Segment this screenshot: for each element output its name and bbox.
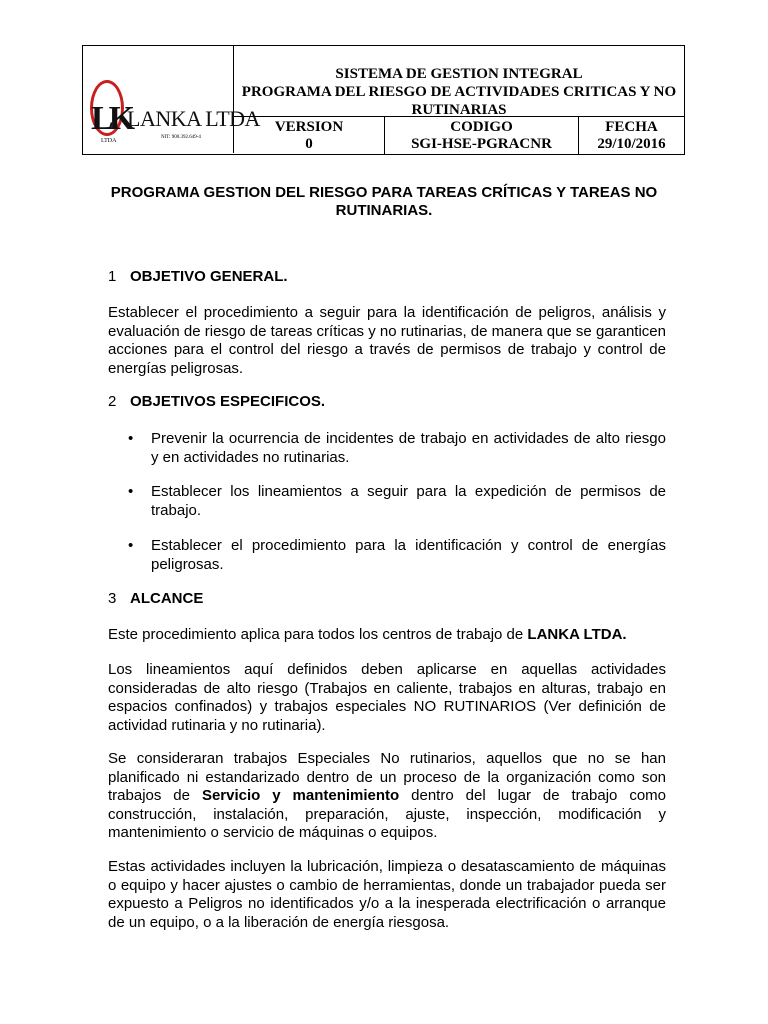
list-item-text: Establecer los lineamientos a seguir para la expedición de permisos de trabajo. [151,483,666,519]
program-title: PROGRAMA DEL RIESGO DE ACTIVIDADES CRITICAS Y NO RUTINARIAS [241,84,677,118]
document-title: PROGRAMA GESTION DEL RIESGO PARA TAREAS CRÍTICAS Y TAREAS NO RUTINARIAS. [110,184,658,219]
codigo-label: CODIGO [450,119,513,135]
list-item [128,537,666,574]
section-number: 2 [108,393,117,410]
section-1-heading [108,268,288,286]
alcance-paragraph-4: Estas actividades incluyen la lubricación, limpieza o desatascamiento de máquinas o equipo y hacer ajustes o cambio de herramientas, donde un trabajador pueda ser expuesto a Peligros no identificados y/o a la inesperada electrificación o arranque de un equipo, o a la liberación de energía riesgosa. [108,858,666,931]
bullet-icon: • [128,430,134,447]
section-title: ALCANCE [130,590,204,607]
fecha-label: FECHA [605,119,658,135]
alcance-p3-pre: Se consideraran trabajos Especiales No rutinarios, aquellos que no se han planificado ni estandarizado dentro de un proceso de la organización como son trabajos de [108,750,666,804]
version-cell [234,117,385,154]
company-name-bold: LANKA LTDA. [527,626,627,643]
alcance-p3-post: dentro del lugar de trabajo como construcción, instalación, preparación, ajuste, inspección, modificación y mantenimiento o servicio de máquinas o equipos. [108,787,666,841]
section-3-heading [108,590,203,608]
list-item-text: Establecer el procedimiento para la identificación y control de energías peligrosas. [151,537,666,573]
fecha-value: 29/10/2016 [597,136,666,152]
section-title: OBJETIVO GENERAL. [130,268,288,285]
alcance-p3-bold: Servicio y mantenimiento [201,787,400,804]
logo-nit: NIT: 900.392.649-4 [161,135,201,140]
company-logo [83,46,260,153]
header-title [234,46,684,117]
alcance-paragraph-3 [108,750,666,843]
list-item [128,483,666,520]
system-title: SISTEMA DE GESTION INTEGRAL [335,66,583,82]
section-title: OBJETIVOS ESPECIFICOS. [130,393,326,410]
version-value: 0 [305,136,313,152]
document-header-table [82,45,685,155]
logo-sub: LTDA [101,138,117,144]
list-item-text: Prevenir la ocurrencia de incidentes de trabajo en actividades de alto riesgo y en actividades no rutinarias. [151,430,666,466]
codigo-value: SGI-HSE-PGRACNR [411,136,552,152]
section-1-text: Establecer el procedimiento a seguir para la identificación de peligros, análisis y evaluación de riesgo de tareas críticas y no rutinarias, de manera que se garanticen acciones para el control del riesgo a través de permisos de trabajo y control de energías peligrosas. [108,304,666,377]
alcance-p1-text: Este procedimiento aplica para todos los centros de trabajo de [108,626,528,643]
codigo-cell [385,117,579,154]
bullet-icon: • [128,537,134,554]
section-number: 1 [108,268,117,285]
bullet-icon: • [128,483,134,500]
alcance-paragraph-2: Los lineamientos aquí definidos deben aplicarse en aquellas actividades consideradas de alto riesgo (Trabajos en caliente, trabajos en alturas, trabajo en espacios confinados) y trabajos especiales NO RUTINARIOS (Ver definición de actividad rutinaria y no rutinaria). [108,661,666,734]
version-label: VERSION [274,119,344,135]
fecha-cell [579,117,684,154]
section-2-heading [108,393,325,411]
section-number: 3 [108,590,117,607]
header-meta-row [234,117,684,154]
logo-letters: LK [91,100,131,137]
logo-company-name: LANKA LTDA [127,106,260,131]
alcance-paragraph-1 [108,626,666,645]
list-item [128,430,666,467]
